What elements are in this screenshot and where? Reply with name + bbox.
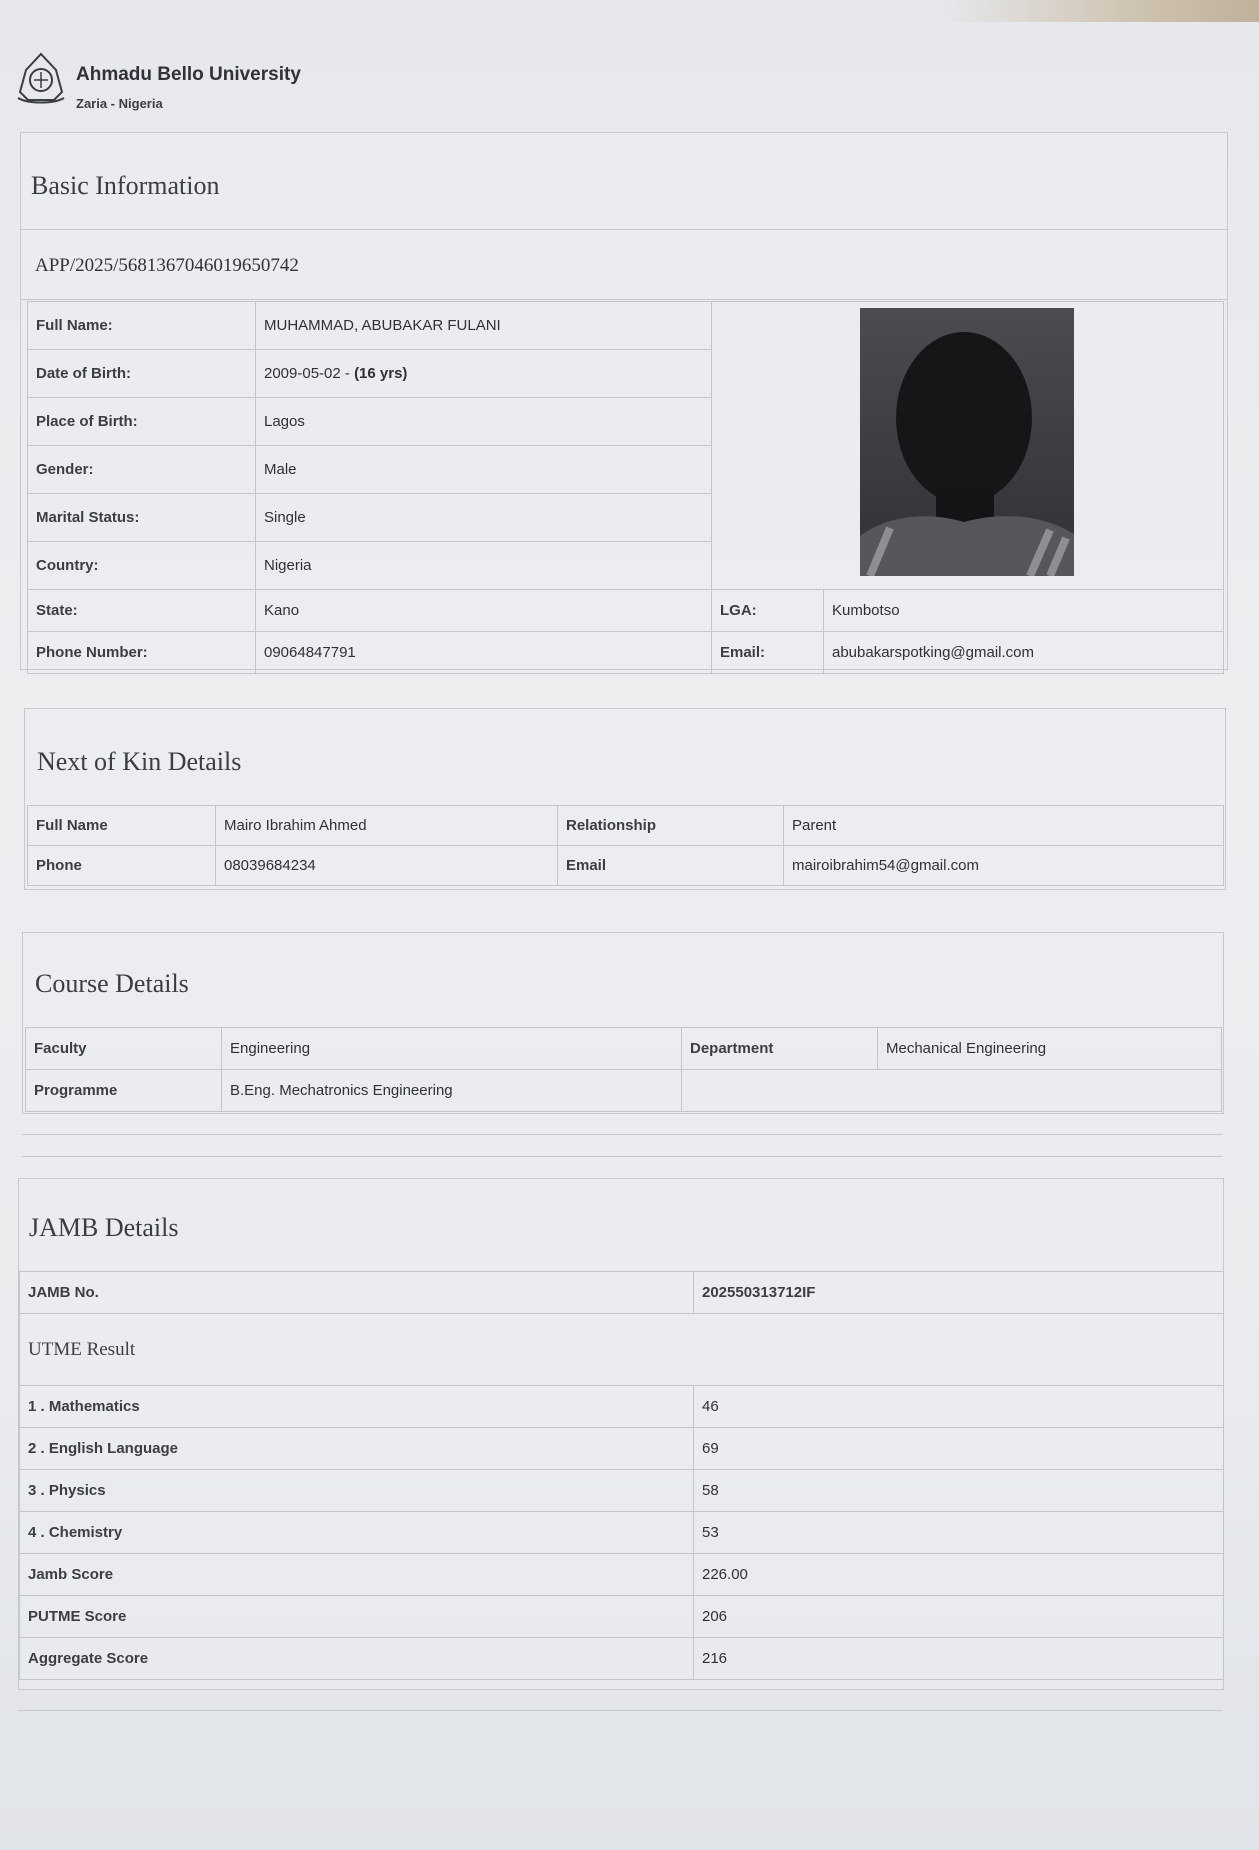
section-title: JAMB Details bbox=[29, 1213, 179, 1242]
full-name-value: MUHAMMAD, ABUBAKAR FULANI bbox=[256, 302, 712, 350]
application-number: APP/2025/5681367046019650742 bbox=[35, 255, 299, 276]
state-label: State: bbox=[28, 590, 256, 632]
subject-label: 4 . Chemistry bbox=[20, 1512, 694, 1554]
dob-value bbox=[256, 350, 712, 398]
divider bbox=[21, 229, 1227, 230]
dob-label: Date of Birth: bbox=[28, 350, 256, 398]
table-row bbox=[20, 1512, 1224, 1554]
gender-value: Male bbox=[256, 446, 712, 494]
paper-edge bbox=[939, 0, 1259, 22]
jamb-score-label: Jamb Score bbox=[20, 1554, 694, 1596]
kin-phone-label: Phone bbox=[28, 846, 216, 886]
divider bbox=[18, 1710, 1222, 1711]
lga-value: Kumbotso bbox=[824, 590, 1224, 632]
table-row bbox=[20, 1272, 1224, 1314]
country-label: Country: bbox=[28, 542, 256, 590]
aggregate-score-value: 216 bbox=[694, 1638, 1224, 1680]
utme-result-heading bbox=[20, 1314, 1224, 1386]
table-row bbox=[20, 1314, 1224, 1386]
email-label: Email: bbox=[712, 632, 824, 674]
subject-label: 3 . Physics bbox=[20, 1470, 694, 1512]
empty-cell bbox=[682, 1070, 1222, 1112]
divider bbox=[21, 299, 1227, 300]
divider bbox=[22, 1156, 1222, 1157]
subject-score: 53 bbox=[694, 1512, 1224, 1554]
lga-label: LGA: bbox=[712, 590, 824, 632]
pob-label: Place of Birth: bbox=[28, 398, 256, 446]
table-row bbox=[20, 1596, 1224, 1638]
dob-date: 2009-05-02 - bbox=[264, 365, 355, 382]
photo-cell bbox=[712, 302, 1224, 590]
table-row bbox=[26, 1028, 1222, 1070]
university-location: Zaria - Nigeria bbox=[76, 96, 163, 111]
jamb-no-label: JAMB No. bbox=[20, 1272, 694, 1314]
table-row bbox=[28, 806, 1224, 846]
gender-label: Gender: bbox=[28, 446, 256, 494]
university-crest-icon bbox=[16, 52, 66, 104]
kin-email-label: Email bbox=[558, 846, 784, 886]
putme-score-value: 206 bbox=[694, 1596, 1224, 1638]
kin-phone-value: 08039684234 bbox=[216, 846, 558, 886]
table-row bbox=[28, 590, 1224, 632]
jamb-score-value: 226.00 bbox=[694, 1554, 1224, 1596]
programme-value: B.Eng. Mechatronics Engineering bbox=[222, 1070, 682, 1112]
faculty-label: Faculty bbox=[26, 1028, 222, 1070]
putme-score-label: PUTME Score bbox=[20, 1596, 694, 1638]
state-value: Kano bbox=[256, 590, 712, 632]
section-title: Basic Information bbox=[31, 171, 220, 200]
course-details-section bbox=[22, 932, 1224, 1114]
jamb-no-value: 202550313712IF bbox=[694, 1272, 1224, 1314]
marital-value: Single bbox=[256, 494, 712, 542]
programme-label: Programme bbox=[26, 1070, 222, 1112]
table-row bbox=[20, 1428, 1224, 1470]
kin-relationship-value: Parent bbox=[784, 806, 1224, 846]
divider bbox=[22, 1134, 1222, 1135]
kin-relationship-label: Relationship bbox=[558, 806, 784, 846]
age: (16 yrs) bbox=[354, 365, 408, 382]
aggregate-score-label: Aggregate Score bbox=[20, 1638, 694, 1680]
basic-info-table bbox=[27, 301, 1224, 674]
subject-label: 1 . Mathematics bbox=[20, 1386, 694, 1428]
section-title: Next of Kin Details bbox=[37, 747, 242, 776]
department-value: Mechanical Engineering bbox=[878, 1028, 1222, 1070]
faculty-value: Engineering bbox=[222, 1028, 682, 1070]
passport-photo bbox=[860, 308, 1074, 576]
email-value: abubakarspotking@gmail.com bbox=[824, 632, 1224, 674]
university-name: Ahmadu Bello University bbox=[76, 64, 301, 85]
table-row bbox=[28, 632, 1224, 674]
next-of-kin-section bbox=[24, 708, 1226, 890]
kin-full-name-value: Mairo Ibrahim Ahmed bbox=[216, 806, 558, 846]
phone-label: Phone Number: bbox=[28, 632, 256, 674]
table-row bbox=[28, 302, 1224, 350]
full-name-label: Full Name: bbox=[28, 302, 256, 350]
phone-value: 09064847791 bbox=[256, 632, 712, 674]
section-title: Course Details bbox=[35, 969, 189, 998]
subject-label: 2 . English Language bbox=[20, 1428, 694, 1470]
kin-email-value: mairoibrahim54@gmail.com bbox=[784, 846, 1224, 886]
kin-full-name-label: Full Name bbox=[28, 806, 216, 846]
utme-result-title: UTME Result bbox=[28, 1338, 136, 1360]
basic-information-section bbox=[20, 132, 1228, 670]
marital-label: Marital Status: bbox=[28, 494, 256, 542]
jamb-details-section bbox=[18, 1178, 1224, 1690]
subject-score: 46 bbox=[694, 1386, 1224, 1428]
table-row bbox=[20, 1470, 1224, 1512]
department-label: Department bbox=[682, 1028, 878, 1070]
subject-score: 69 bbox=[694, 1428, 1224, 1470]
table-row bbox=[26, 1070, 1222, 1112]
country-value: Nigeria bbox=[256, 542, 712, 590]
next-of-kin-table bbox=[27, 805, 1224, 886]
table-row bbox=[20, 1386, 1224, 1428]
subject-score: 58 bbox=[694, 1470, 1224, 1512]
table-row bbox=[20, 1638, 1224, 1680]
pob-value: Lagos bbox=[256, 398, 712, 446]
table-row bbox=[20, 1554, 1224, 1596]
course-details-table bbox=[25, 1027, 1222, 1112]
table-row bbox=[28, 846, 1224, 886]
jamb-table bbox=[19, 1271, 1224, 1680]
